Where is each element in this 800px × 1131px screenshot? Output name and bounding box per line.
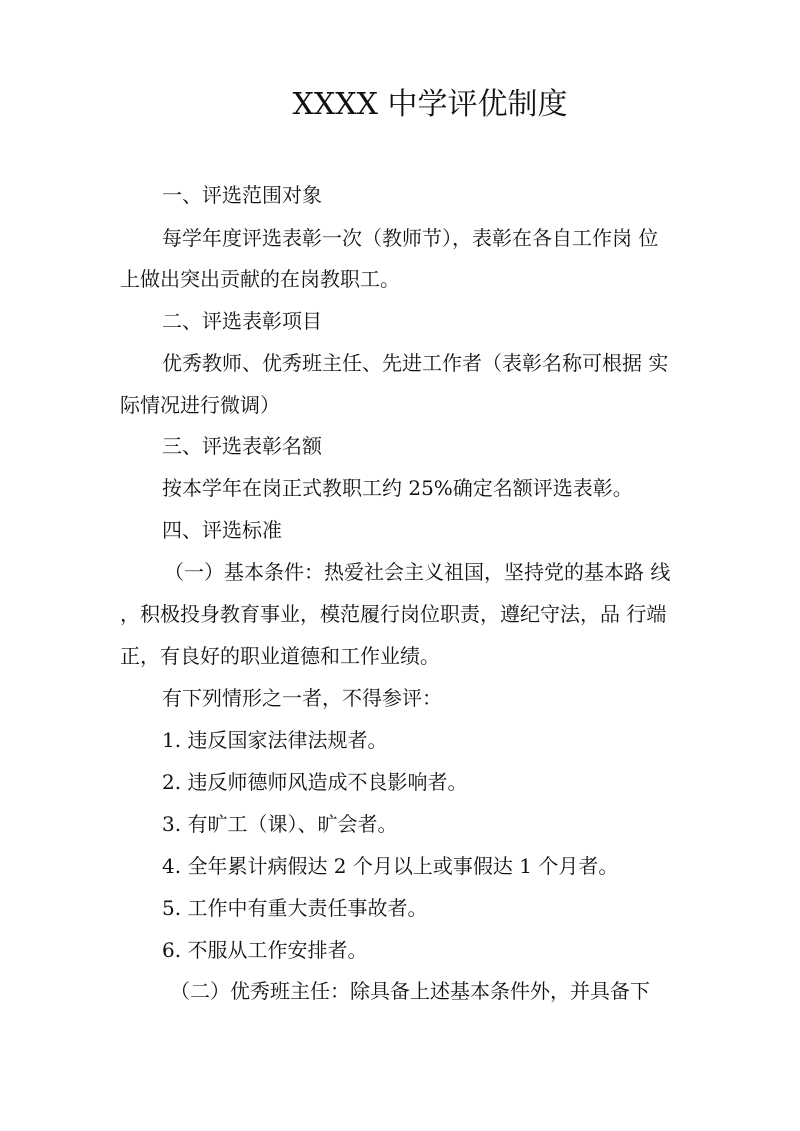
section-heading-criteria: 四、评选标准 xyxy=(162,518,282,542)
paragraph-line: （一）基本条件：热爱社会主义祖国，坚持党的基本路 线 xyxy=(164,560,671,584)
paragraph-line: 正，有良好的职业道德和工作业绩。 xyxy=(120,644,440,668)
section-heading-items: 二、评选表彰项目 xyxy=(162,309,322,333)
list-item: 3. 有旷工（课）、旷会者。 xyxy=(162,812,398,836)
list-item: 5. 工作中有重大责任事故者。 xyxy=(162,896,428,920)
paragraph-line: 有下列情形之一者，不得参评： xyxy=(162,686,442,710)
paragraph-line: 每学年度评选表彰一次（教师节），表彰在各自工作岗 位 xyxy=(162,226,659,250)
list-item: 2. 违反师德师风造成不良影响者。 xyxy=(162,770,468,794)
paragraph-line: ，积极投身教育事业，模范履行岗位职责，遵纪守法，品 行端 xyxy=(120,602,667,626)
paragraph-line: 优秀教师、优秀班主任、先进工作者（表彰名称可根据 实 xyxy=(162,351,669,375)
paragraph-line: 按本学年在岗正式教职工约 25%确定名额评选表彰。 xyxy=(162,476,633,500)
paragraph-line: 上做出突出贡献的在岗教职工。 xyxy=(120,267,400,291)
list-item: 6. 不服从工作安排者。 xyxy=(162,938,368,962)
document-title: XXXX 中学评优制度 xyxy=(292,87,568,122)
section-heading-quota: 三、评选表彰名额 xyxy=(162,434,322,458)
paragraph-line: 际情况进行微调） xyxy=(120,393,280,417)
list-item: 1. 违反国家法律法规者。 xyxy=(162,728,388,752)
section-heading-scope: 一、评选范围对象 xyxy=(162,183,322,207)
list-item: 4. 全年累计病假达 2 个月以上或事假达 1 个月者。 xyxy=(162,854,619,878)
paragraph-line: （二）优秀班主任：除具备上述基本条件外，并具备下 xyxy=(170,979,650,1003)
